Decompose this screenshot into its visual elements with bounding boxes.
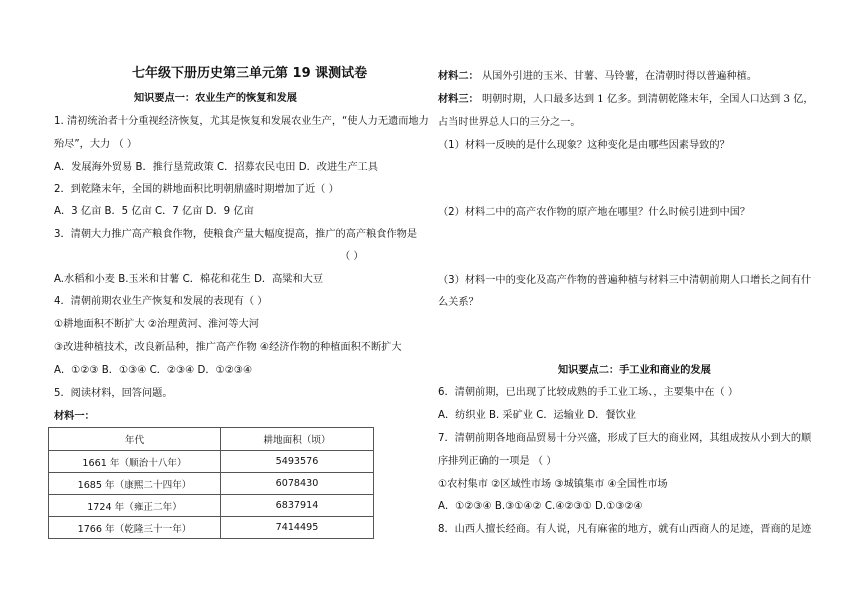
table-header-row bbox=[49, 428, 374, 451]
material3-text1: 明朝时期，人口最多达到 1 亿多。到清朝乾隆末年，全国人口达到 3 亿， bbox=[482, 94, 814, 105]
material2-label: 材料二： bbox=[438, 71, 479, 82]
material3-label: 材料三： bbox=[438, 94, 479, 105]
farmland-table bbox=[48, 427, 374, 539]
subquestion-1: （1）材料一反映的是什么现象？这种变化是由哪些因素导致的？ bbox=[438, 140, 730, 151]
q7-items: ①农村集市 ②区域性市场 ③城镇集市 ④全国性市场 bbox=[438, 479, 668, 490]
table-row bbox=[49, 495, 374, 517]
q2-options: A．3 亿亩 B．5 亿亩 C．7 亿亩 D．9 亿亩 bbox=[54, 206, 254, 217]
q3-paren: （ ） bbox=[340, 251, 364, 262]
q8-line1: 8．山西人擅长经商。有人说，凡有麻雀的地方，就有山西商人的足迹，晋商的足迹 bbox=[438, 524, 812, 535]
table-cell-area: 6837914 bbox=[221, 495, 374, 517]
table-cell-era: 1766 年（乾隆三十一年） bbox=[49, 517, 221, 539]
material2 bbox=[438, 70, 757, 84]
q2-stem: 2．到乾隆末年，全国的耕地面积比明朝鼎盛时期增加了近（ ） bbox=[54, 184, 339, 195]
table-row bbox=[49, 473, 374, 495]
q7-options: A．①②③④ B.③①④② C.④②③① D.①③②④ bbox=[438, 501, 643, 512]
subquestion-2: （2）材料二中的高产农作物的原产地在哪里？什么时候引进到中国？ bbox=[438, 207, 751, 218]
table-header-area: 耕地面积（顷） bbox=[221, 428, 374, 451]
table-cell-era: 1685 年（康熙二十四年） bbox=[49, 473, 221, 495]
table-cell-area: 6078430 bbox=[221, 473, 374, 495]
q7-line1: 7．清朝前期各地商品贸易十分兴盛，形成了巨大的商业网，其组成按从小到大的顺 bbox=[438, 433, 812, 444]
q6-stem: 6．清朝前期，已出现了比较成熟的手工业工场、，主要集中在（ ） bbox=[438, 387, 739, 398]
page-title: 七年级下册历史第三单元第 19 课测试卷 bbox=[132, 66, 368, 81]
table-cell-area: 7414495 bbox=[221, 517, 374, 539]
q7-line2: 序排列正确的一项是 （ ） bbox=[438, 456, 557, 467]
q1-line1: 1. 清初统治者十分重视经济恢复，尤其是恢复和发展农业生产，“使人力无遗而地力 bbox=[54, 116, 429, 127]
q4-stem: 4．清朝前期农业生产恢复和发展的表现有（ ） bbox=[54, 296, 268, 307]
table-header-era: 年代 bbox=[49, 428, 221, 451]
subquestion-3-line2: 么关系？ bbox=[438, 297, 479, 308]
section2-title: 知识要点二：手工业和商业的发展 bbox=[558, 365, 711, 376]
material3-text2: 占当时世界总人口的三分之一。 bbox=[438, 117, 581, 128]
q6-options: A．纺织业 B. 采矿业 C．运输业 D．餐饮业 bbox=[438, 410, 636, 421]
q4-options: A．①②③ B．①③④ C．②③④ D．①②③④ bbox=[54, 365, 253, 376]
material2-text: 从国外引进的玉米、甘薯、马铃薯，在清朝时得以普遍种植。 bbox=[482, 71, 758, 82]
table-row bbox=[49, 451, 374, 473]
table-cell-era: 1724 年（雍正二年） bbox=[49, 495, 221, 517]
q3-options: A.水稻和小麦 B.玉米和甘薯 C．棉花和花生 D．高粱和大豆 bbox=[54, 274, 324, 285]
q4-item1: ①耕地面积不断扩大 ②治理黄河、淮河等大河 bbox=[54, 319, 259, 330]
section1-title: 知识要点一：农业生产的恢复和发展 bbox=[134, 93, 297, 104]
table-cell-area: 5493576 bbox=[221, 451, 374, 473]
subquestion-3-line1: （3）材料一中的变化及高产作物的普遍种植与材料三中清朝前期人口增长之间有什 bbox=[438, 275, 812, 286]
table-row bbox=[49, 517, 374, 539]
q3-line1: 3．清朝大力推广高产粮食作物，使粮食产量大幅度提高，推广的高产粮食作物是 bbox=[54, 229, 418, 240]
q4-item2: ③改进种植技术，改良新品种，推广高产作物 ④经济作物的种植面积不断扩大 bbox=[54, 342, 402, 353]
material3 bbox=[438, 93, 814, 107]
q1-options: A．发展海外贸易 B．推行垦荒政策 C．招募农民屯田 D．改进生产工具 bbox=[54, 162, 378, 173]
table-cell-era: 1661 年（顺治十八年） bbox=[49, 451, 221, 473]
material1-label: 材料一： bbox=[54, 411, 95, 422]
q1-line2: 殆尽”，大力 （ ） bbox=[54, 139, 138, 150]
q5-stem: 5．阅读材料，回答问题。 bbox=[54, 388, 173, 399]
